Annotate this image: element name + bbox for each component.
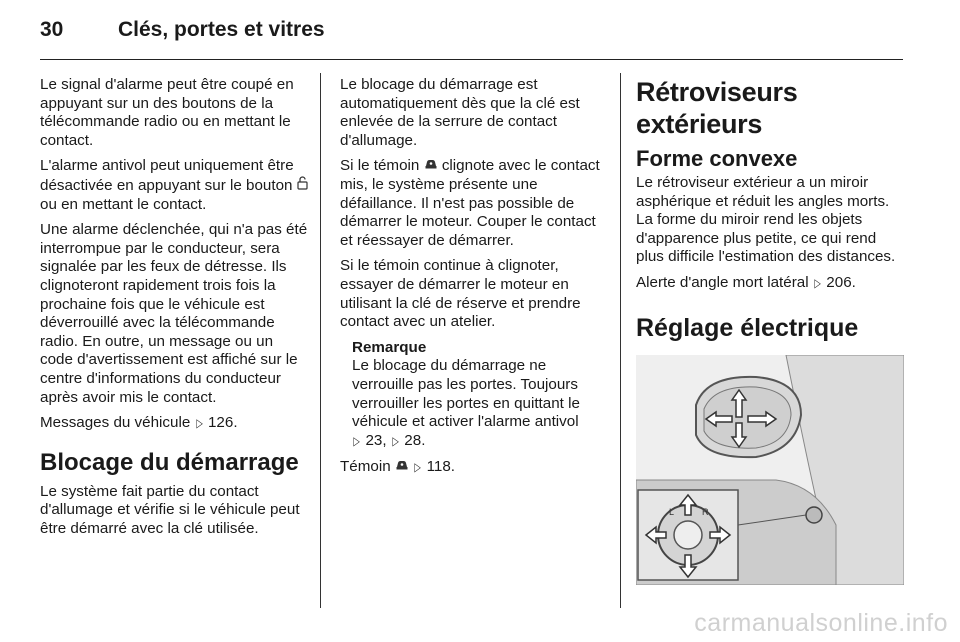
immobiliser-warning-icon bbox=[395, 459, 409, 471]
column-2 bbox=[340, 76, 604, 484]
paragraph-blind-spot: Alerte d'angle mort latéral ▷ 206. bbox=[636, 273, 856, 291]
reference-arrow-icon: ▷ bbox=[414, 460, 421, 475]
reference-arrow-icon: ▷ bbox=[353, 433, 360, 448]
page-reference[interactable]: 126. bbox=[207, 414, 238, 432]
note-title: Remarque bbox=[352, 338, 427, 356]
mirror-control-illustration bbox=[636, 355, 904, 585]
column-1 bbox=[40, 76, 308, 545]
reference-arrow-icon: ▷ bbox=[392, 433, 399, 448]
paragraph-continue-flashing: Si le témoin continue à clignoter, essayer de démarrer le moteur en utilisant la clé de réserve et prendre contact avec un atelier. bbox=[340, 257, 581, 331]
right-mirror-label: R bbox=[702, 506, 709, 517]
reference-arrow-icon: ▷ bbox=[814, 275, 821, 290]
page-reference[interactable]: 23, bbox=[365, 431, 387, 449]
subtitle-convex-shape: Forme convexe bbox=[636, 146, 798, 171]
immobiliser-warning-icon bbox=[424, 158, 438, 170]
chapter-title-mirrors: Rétroviseurs extérieurs bbox=[636, 77, 798, 139]
paragraph-alarm-triggered: Une alarme déclenchée, qui n'a pas été interrompue par le conducteur, sera signalée par les feux de détresse. Ils clignoteront rapidement trois fois la prochaine fois que le véhicule est déverrouillé avec la télécommande radio. En outre, un message ou un code d'avertissement est affiché sur le centre d'informations du conducteur après avoir mis le contact. bbox=[40, 221, 308, 406]
page-number: 30 bbox=[40, 18, 64, 41]
note-box bbox=[352, 339, 604, 451]
paragraph-vehicle-messages: Messages du véhicule ▷ 126. bbox=[40, 414, 238, 432]
header-rule bbox=[40, 59, 903, 60]
column-divider-1 bbox=[320, 73, 321, 608]
paragraph-immobiliser: Le système fait partie du contact d'allumage et vérifie si le véhicule peut être démarré avec la clé utilisée. bbox=[40, 482, 300, 537]
column-3 bbox=[636, 76, 904, 585]
running-title: Clés, portes et vitres bbox=[118, 18, 325, 41]
page-reference[interactable]: 28. bbox=[404, 431, 426, 449]
note-text: Le blocage du démarrage ne verrouille pas les portes. Toujours verrouiller les portes en quittant le véhicule et activer l'alarme antivol ▷ 23, ▷ 28. bbox=[352, 357, 580, 449]
paragraph-convex-mirror: Le rétroviseur extérieur a un miroir asphérique et réduit les angles morts. La forme du miroir rend les objets d'apparence plus petite, ce qui rend plus difficile l'estimation des distances. bbox=[636, 174, 896, 266]
paragraph-warning-light: Si le témoin clignote avec le contact mis, le système présente une défaillance. Il n'est pas possible de démarrer le moteur. Couper le contact et réessayer de démarrer. bbox=[340, 157, 600, 249]
page-header bbox=[40, 18, 910, 48]
column-divider-2 bbox=[620, 73, 621, 608]
paragraph-auto-activation: Le blocage du démarrage est automatiquement dès que la clé est enlevée de la serrure de contact d'allumage. bbox=[340, 76, 580, 149]
paragraph-alarm-deactivate: L'alarme antivol peut uniquement être désactivée en appuyant sur le bouton ou en mettant le contact. bbox=[40, 157, 308, 214]
section-title-electric-adjust: Réglage électrique bbox=[636, 313, 859, 342]
unlock-button-icon bbox=[297, 176, 308, 190]
section-title-immobiliser: Blocage du démarrage bbox=[40, 448, 299, 476]
reference-arrow-icon: ▷ bbox=[195, 416, 203, 431]
left-mirror-label: L bbox=[669, 506, 675, 517]
page-reference[interactable]: 206. bbox=[826, 273, 856, 291]
page-reference[interactable]: 118. bbox=[426, 458, 456, 476]
paragraph-indicator: Témoin ▷ 118. bbox=[340, 458, 456, 476]
watermark: carmanualsonline.info bbox=[694, 609, 948, 637]
paragraph-alarm-off: Le signal d'alarme peut être coupé en appuyant sur un des boutons de la télécommande radio ou en mettant le contact. bbox=[40, 76, 294, 149]
